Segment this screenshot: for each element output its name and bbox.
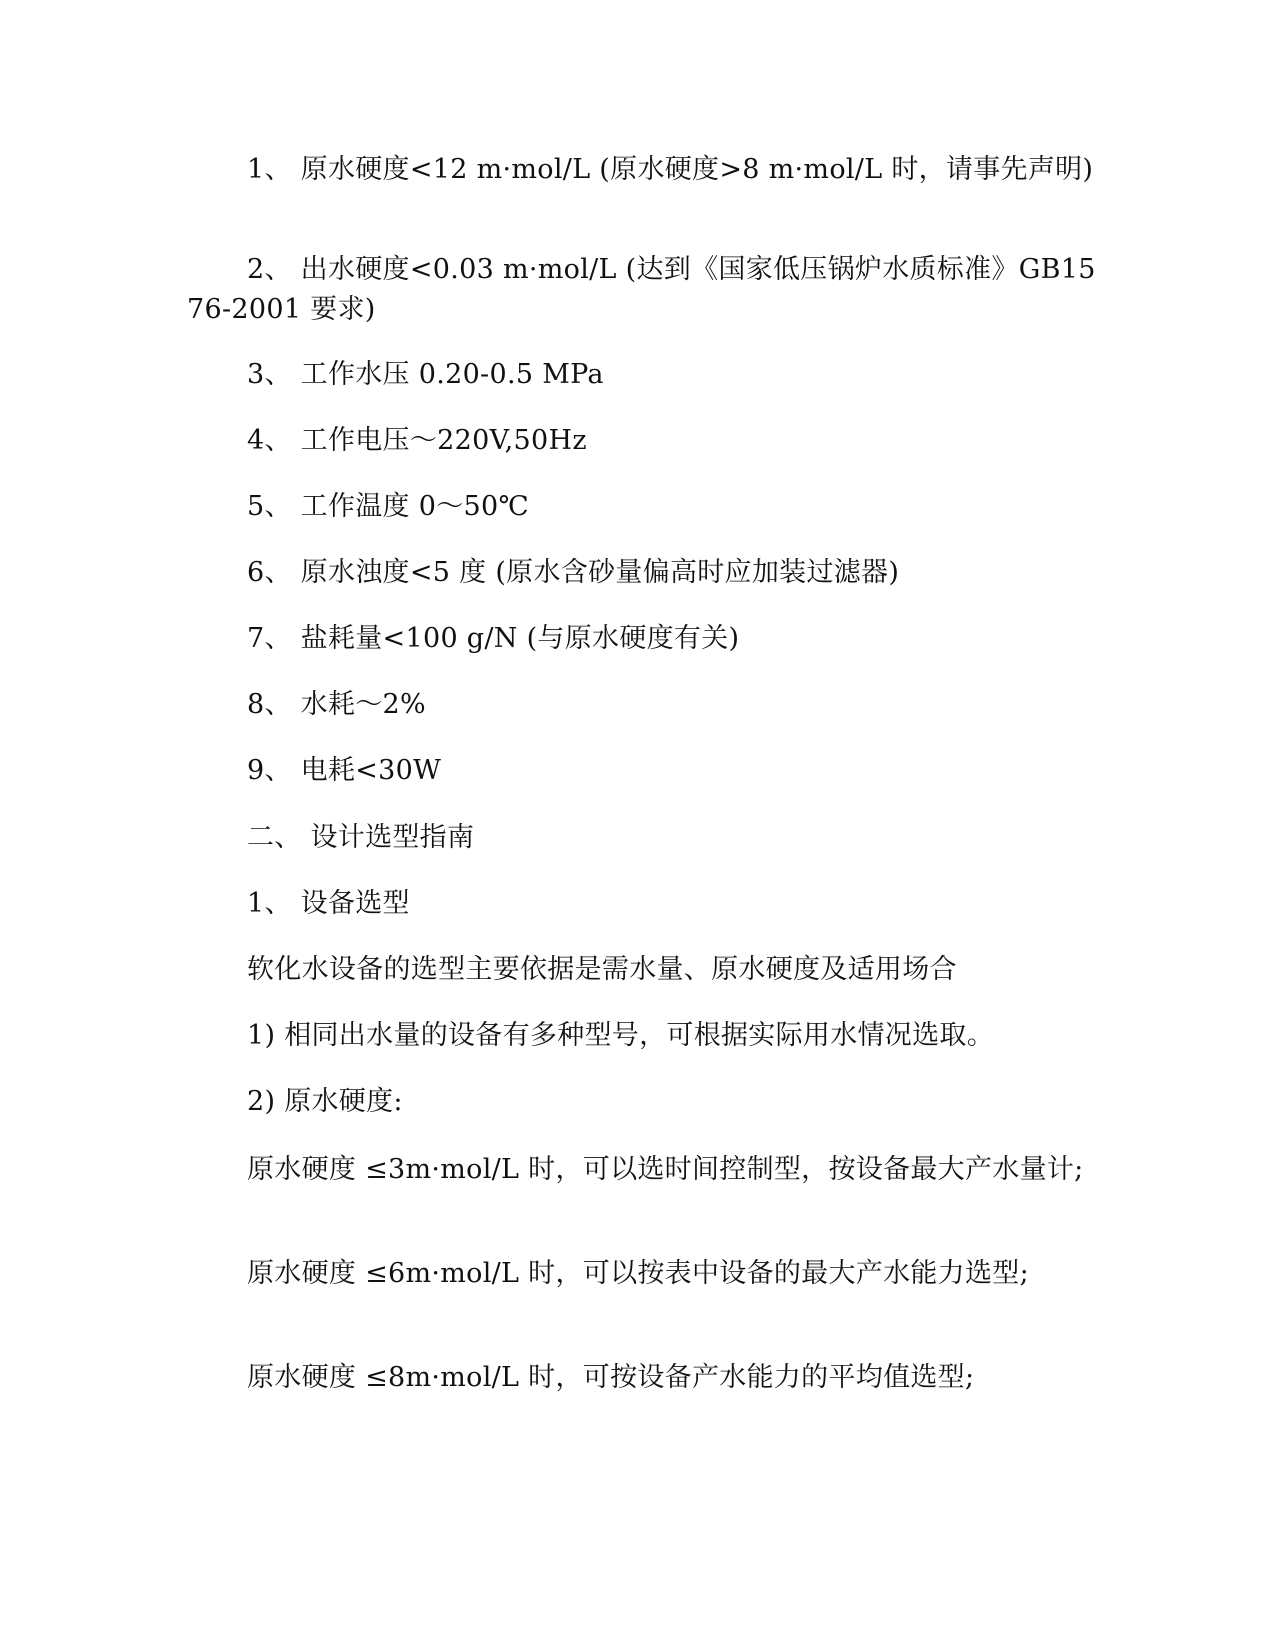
- spec-working-temperature: 5、 工作温度 0～50℃: [247, 491, 529, 522]
- hardness-rule-3: 原水硬度 ≤3m·mol/L 时，可以选时间控制型，按设备最大产水量计;: [247, 1154, 1084, 1185]
- spec-power-consumption: 9、 电耗<30W: [247, 755, 442, 786]
- selection-point-2: 2) 原水硬度:: [247, 1086, 403, 1117]
- spec-output-water-hardness: 2、 出水硬度<0.03 m·mol/L (达到《国家低压锅炉水质标准》GB1576-2001 要求): [187, 254, 1096, 325]
- section-heading-design-guide: 二、 设计选型指南: [247, 822, 475, 853]
- selection-basis-paragraph: 软化水设备的选型主要依据是需水量、原水硬度及适用场合: [247, 954, 957, 985]
- spec-salt-consumption: 7、 盐耗量<100 g/N (与原水硬度有关): [247, 623, 740, 654]
- spec-raw-water-hardness: 1、 原水硬度<12 m·mol/L (原水硬度>8 m·mol/L 时，请事先声明): [247, 154, 1094, 185]
- spec-working-voltage: 4、 工作电压～220V,50Hz: [247, 425, 587, 456]
- spec-raw-water-turbidity: 6、 原水浊度<5 度 (原水含砂量偏高时应加装过滤器): [247, 557, 900, 588]
- selection-point-1: 1) 相同出水量的设备有多种型号，可根据实际用水情况选取。: [247, 1020, 994, 1051]
- hardness-rule-6: 原水硬度 ≤6m·mol/L 时，可以按表中设备的最大产水能力选型;: [247, 1258, 1029, 1289]
- subsection-heading-equipment-selection: 1、 设备选型: [247, 888, 410, 919]
- spec-water-consumption: 8、 水耗～2%: [247, 689, 426, 720]
- hardness-rule-8: 原水硬度 ≤8m·mol/L 时，可按设备产水能力的平均值选型;: [247, 1362, 975, 1393]
- spec-working-water-pressure: 3、 工作水压 0.20-0.5 MPa: [247, 359, 604, 390]
